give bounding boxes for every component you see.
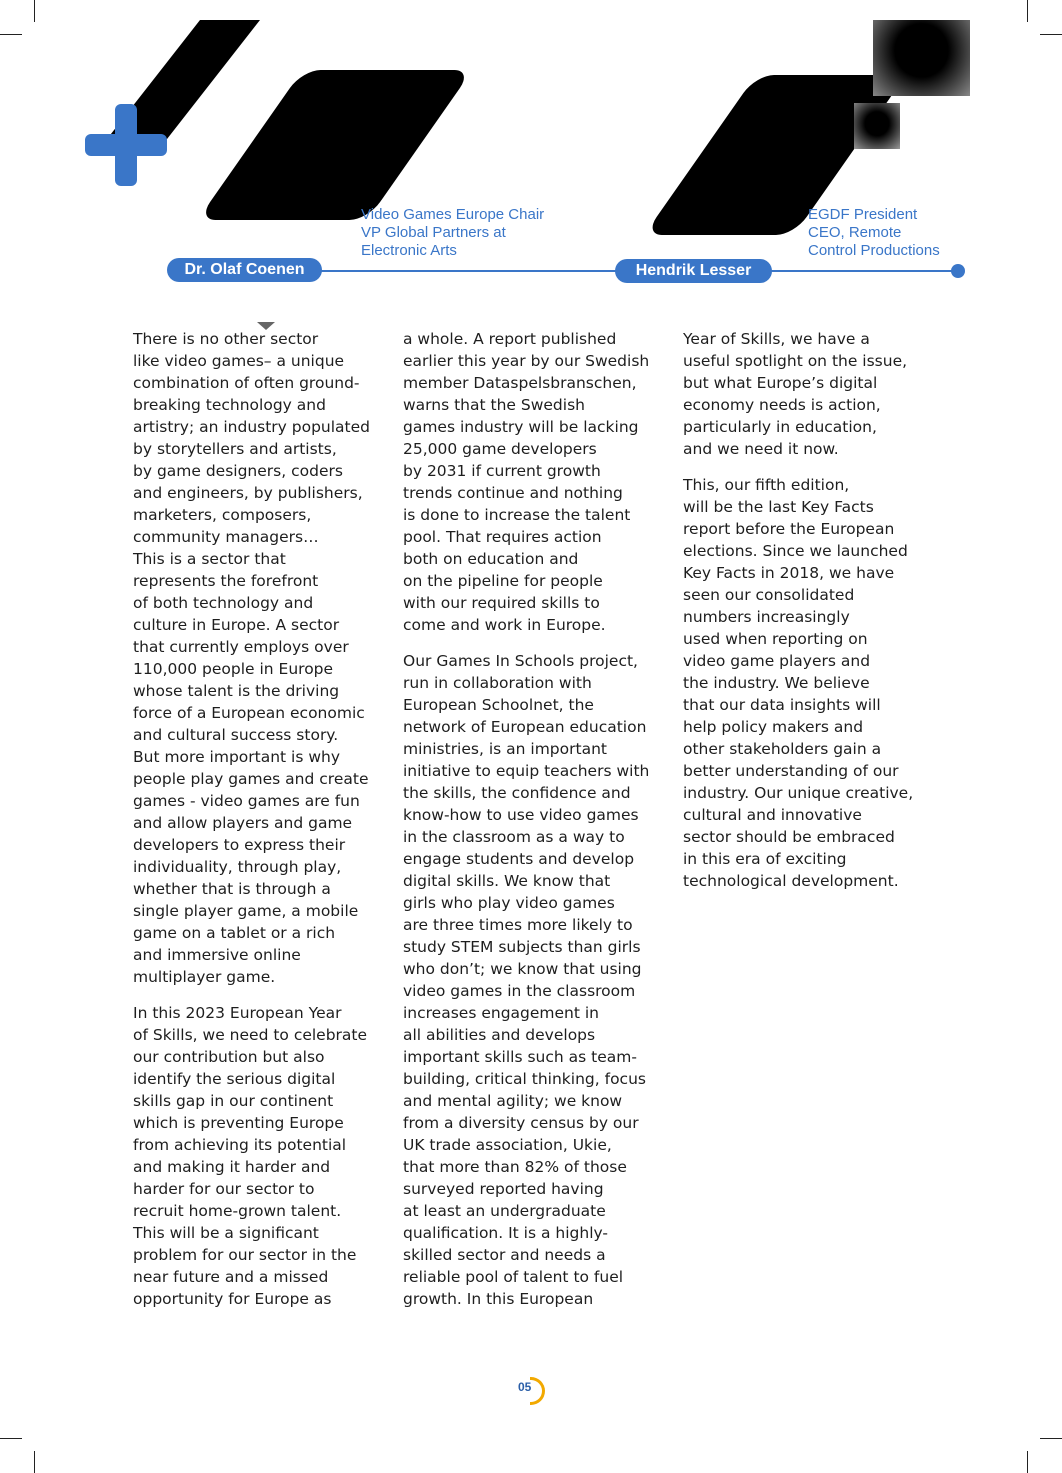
text-line: and allow players and game bbox=[133, 814, 353, 832]
text-line: that our data insights will bbox=[683, 696, 881, 714]
text-line: the skills, the confidence and bbox=[403, 784, 631, 802]
text-line: There is no other sector bbox=[133, 330, 319, 348]
text-line: cultural and innovative bbox=[683, 806, 862, 824]
text-line: run in collaboration with bbox=[403, 674, 592, 692]
text-line: at least an undergraduate bbox=[403, 1202, 606, 1220]
text-line: and we need it now. bbox=[683, 440, 839, 458]
role-line: VP Global Partners at bbox=[361, 224, 506, 241]
text-line: marketers, composers, bbox=[133, 506, 312, 524]
role-line: Control Productions bbox=[808, 242, 940, 259]
crop-mark bbox=[34, 0, 35, 22]
text-line: increases engagement in bbox=[403, 1004, 599, 1022]
text-line: economy needs is action, bbox=[683, 396, 881, 414]
speaker-name-lesser: Hendrik Lesser bbox=[615, 259, 772, 283]
text-line: better understanding of our bbox=[683, 762, 899, 780]
text-line: a whole. A report published bbox=[403, 330, 617, 348]
text-line: seen our consolidated bbox=[683, 586, 855, 604]
text-line: European Schoolnet, the bbox=[403, 696, 594, 714]
crop-mark bbox=[1040, 34, 1062, 35]
text-line: developers to express their bbox=[133, 836, 346, 854]
text-line: the industry. We believe bbox=[683, 674, 870, 692]
text-line: initiative to equip teachers with bbox=[403, 762, 650, 780]
text-line: games industry will be lacking bbox=[403, 418, 639, 436]
text-line: individuality, through play, bbox=[133, 858, 342, 876]
text-line: in this era of exciting bbox=[683, 850, 847, 868]
text-line: both on education and bbox=[403, 550, 579, 568]
text-line: games - video games are fun bbox=[133, 792, 360, 810]
text-line: growth. In this European bbox=[403, 1290, 594, 1308]
text-line: game on a tablet or a rich bbox=[133, 924, 336, 942]
text-line: come and work in Europe. bbox=[403, 616, 606, 634]
text-line: study STEM subjects than girls bbox=[403, 938, 641, 956]
text-line: girls who play video games bbox=[403, 894, 615, 912]
text-line: video game players and bbox=[683, 652, 871, 670]
text-line: skills gap in our continent bbox=[133, 1092, 334, 1110]
text-line: our contribution but also bbox=[133, 1048, 325, 1066]
text-column-1 bbox=[133, 328, 383, 1324]
text-line: know-how to use video games bbox=[403, 806, 639, 824]
text-line: from achieving its potential bbox=[133, 1136, 347, 1154]
text-line: culture in Europe. A sector bbox=[133, 616, 340, 634]
text-line: single player game, a mobile bbox=[133, 902, 359, 920]
timeline-end-dot bbox=[951, 264, 965, 278]
text-line: of both technology and bbox=[133, 594, 314, 612]
text-line: reliable pool of talent to fuel bbox=[403, 1268, 624, 1286]
text-column-2 bbox=[403, 328, 653, 1324]
text-line: that currently employs over bbox=[133, 638, 349, 656]
text-line: by 2031 if current growth bbox=[403, 462, 601, 480]
text-line: identify the serious digital bbox=[133, 1070, 336, 1088]
text-line: UK trade association, Ukie, bbox=[403, 1136, 612, 1154]
text-line: This, our fifth edition, bbox=[683, 476, 850, 494]
text-line: that more than 82% of those bbox=[403, 1158, 627, 1176]
text-line: with our required skills to bbox=[403, 594, 600, 612]
text-line: sector should be embraced bbox=[683, 828, 895, 846]
speaker-role-lesser bbox=[808, 206, 940, 260]
text-line: 110,000 people in Europe bbox=[133, 660, 334, 678]
text-line: represents the forefront bbox=[133, 572, 319, 590]
text-line: is done to increase the talent bbox=[403, 506, 631, 524]
paragraph bbox=[403, 328, 653, 636]
speaker-role-coenen bbox=[361, 206, 544, 260]
text-line: are three times more likely to bbox=[403, 916, 633, 934]
text-line: industry. Our unique creative, bbox=[683, 784, 914, 802]
text-line: of Skills, we need to celebrate bbox=[133, 1026, 368, 1044]
role-line: CEO, Remote bbox=[808, 224, 902, 241]
text-line: community managers… bbox=[133, 528, 319, 546]
text-line: people play games and create bbox=[133, 770, 369, 788]
text-line: ministries, is an important bbox=[403, 740, 607, 758]
paragraph bbox=[683, 328, 933, 460]
text-line: combination of often ground- bbox=[133, 374, 360, 392]
crop-mark bbox=[34, 1451, 35, 1473]
text-line: and immersive online bbox=[133, 946, 301, 964]
page-number-arc bbox=[530, 1377, 545, 1405]
crop-mark bbox=[1040, 1438, 1062, 1439]
text-line: This is a sector that bbox=[133, 550, 286, 568]
text-line: opportunity for Europe as bbox=[133, 1290, 332, 1308]
text-line: This will be a significant bbox=[133, 1224, 319, 1242]
text-line: whose talent is the driving bbox=[133, 682, 340, 700]
text-line: problem for our sector in the bbox=[133, 1246, 357, 1264]
text-line: breaking technology and bbox=[133, 396, 326, 414]
text-line: technological development. bbox=[683, 872, 899, 890]
text-line: and mental agility; we know bbox=[403, 1092, 623, 1110]
text-line: force of a European economic bbox=[133, 704, 365, 722]
text-line: skilled sector and needs a bbox=[403, 1246, 606, 1264]
text-line: but what Europe’s digital bbox=[683, 374, 878, 392]
crop-mark bbox=[1027, 1451, 1028, 1473]
text-line: elections. Since we launched bbox=[683, 542, 908, 560]
text-line: Key Facts in 2018, we have bbox=[683, 564, 895, 582]
text-line: by game designers, coders bbox=[133, 462, 343, 480]
decorative-square bbox=[854, 103, 900, 149]
text-line: all abilities and develops bbox=[403, 1026, 596, 1044]
text-line: earlier this year by our Swedish bbox=[403, 352, 650, 370]
text-line: Year of Skills, we have a bbox=[683, 330, 870, 348]
role-line: EGDF President bbox=[808, 206, 918, 223]
paragraph bbox=[133, 1002, 383, 1310]
text-line: important skills such as team- bbox=[403, 1048, 637, 1066]
text-line: will be the last Key Facts bbox=[683, 498, 874, 516]
text-line: multiplayer game. bbox=[133, 968, 276, 986]
text-line: qualification. It is a highly- bbox=[403, 1224, 609, 1242]
paragraph bbox=[403, 650, 653, 1310]
text-line: But more important is why bbox=[133, 748, 341, 766]
paragraph bbox=[683, 474, 933, 892]
role-line: Video Games Europe Chair bbox=[361, 206, 545, 223]
text-line: trends continue and nothing bbox=[403, 484, 623, 502]
text-line: other stakeholders gain a bbox=[683, 740, 882, 758]
speaker-name-coenen: Dr. Olaf Coenen bbox=[167, 258, 322, 282]
crop-mark bbox=[1027, 0, 1028, 22]
text-line: and engineers, by publishers, bbox=[133, 484, 363, 502]
text-line: like video games– a unique bbox=[133, 352, 345, 370]
text-line: by storytellers and artists, bbox=[133, 440, 337, 458]
speaker-photo-coenen bbox=[197, 70, 472, 220]
text-line: who don’t; we know that using bbox=[403, 960, 642, 978]
text-column-3 bbox=[683, 328, 933, 906]
text-line: building, critical thinking, focus bbox=[403, 1070, 646, 1088]
text-line: digital skills. We know that bbox=[403, 872, 611, 890]
text-line: and making it harder and bbox=[133, 1158, 331, 1176]
text-line: In this 2023 European Year bbox=[133, 1004, 342, 1022]
text-line: whether that is through a bbox=[133, 880, 331, 898]
text-line: near future and a missed bbox=[133, 1268, 329, 1286]
text-line: useful spotlight on the issue, bbox=[683, 352, 908, 370]
crop-mark bbox=[0, 34, 22, 35]
text-line: help policy makers and bbox=[683, 718, 864, 736]
text-line: numbers increasingly bbox=[683, 608, 850, 626]
crop-mark bbox=[0, 1438, 22, 1439]
text-line: warns that the Swedish bbox=[403, 396, 585, 414]
decorative-square bbox=[873, 20, 970, 96]
text-line: on the pipeline for people bbox=[403, 572, 603, 590]
text-line: used when reporting on bbox=[683, 630, 868, 648]
text-line: in the classroom as a way to bbox=[403, 828, 625, 846]
page-number: 05 bbox=[518, 1380, 532, 1394]
text-line: video games in the classroom bbox=[403, 982, 636, 1000]
text-line: engage students and develop bbox=[403, 850, 635, 868]
text-line: and cultural success story. bbox=[133, 726, 339, 744]
text-line: which is preventing Europe bbox=[133, 1114, 344, 1132]
text-line: particularly in education, bbox=[683, 418, 877, 436]
paragraph bbox=[133, 328, 383, 988]
text-line: recruit home-grown talent. bbox=[133, 1202, 342, 1220]
text-line: Our Games In Schools project, bbox=[403, 652, 638, 670]
plus-icon bbox=[85, 134, 167, 156]
text-line: artistry; an industry populated bbox=[133, 418, 371, 436]
text-line: report before the European bbox=[683, 520, 895, 538]
text-line: pool. That requires action bbox=[403, 528, 602, 546]
text-line: harder for our sector to bbox=[133, 1180, 315, 1198]
role-line: Electronic Arts bbox=[361, 242, 457, 259]
text-line: 25,000 game developers bbox=[403, 440, 597, 458]
text-line: surveyed reported having bbox=[403, 1180, 604, 1198]
text-line: member Dataspelsbranschen, bbox=[403, 374, 637, 392]
text-line: network of European education bbox=[403, 718, 647, 736]
text-line: from a diversity census by our bbox=[403, 1114, 639, 1132]
